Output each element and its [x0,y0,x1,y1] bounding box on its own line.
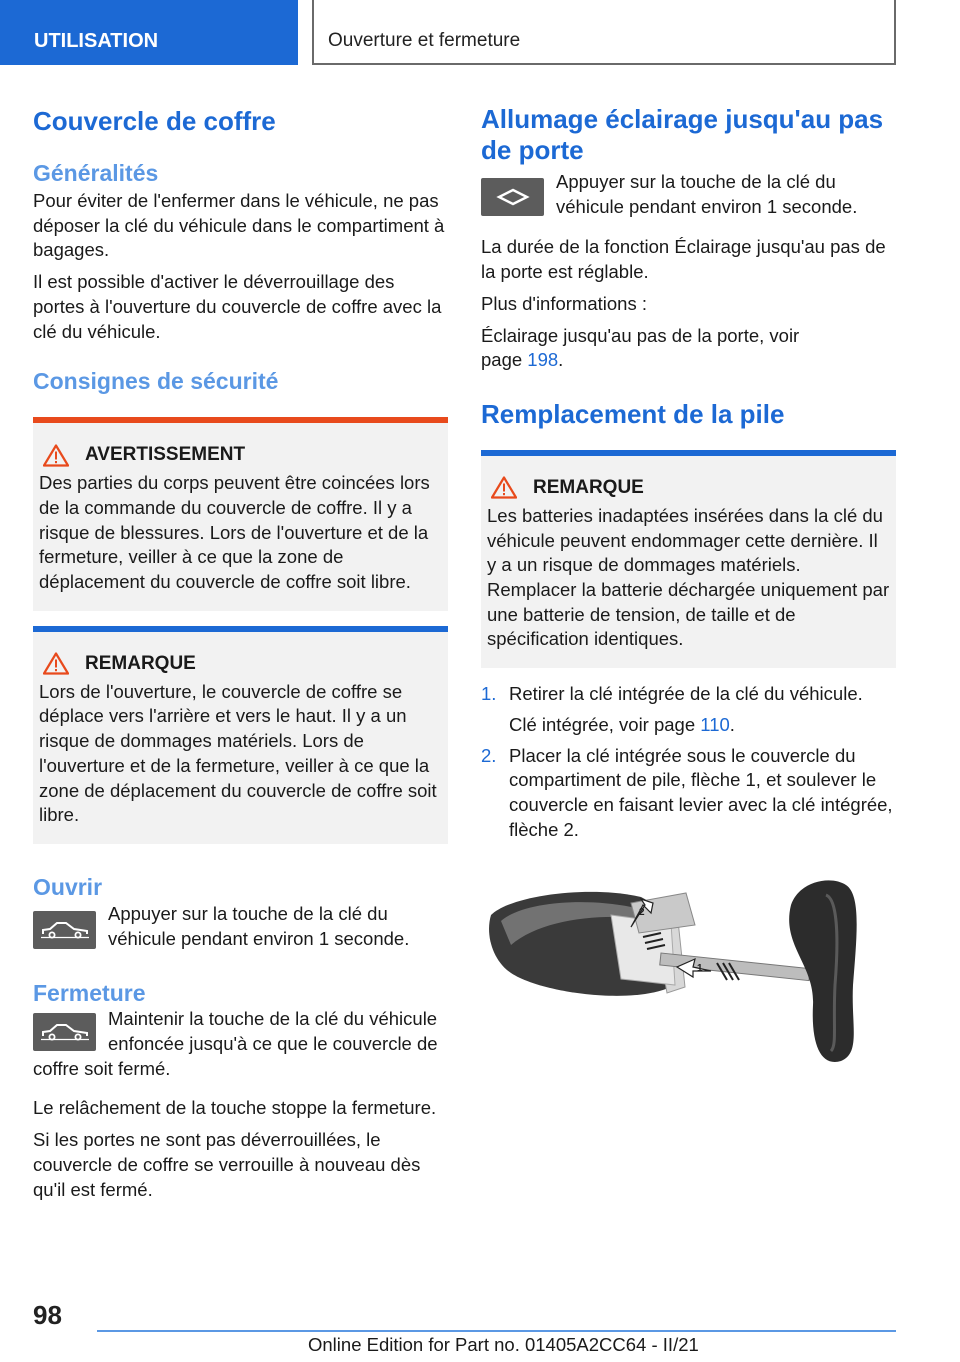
step-subtext: Clé intégrée, voir page 110. [509,713,735,735]
trunk-key-icon [33,911,96,949]
section-heading-allumage: Allumage éclairage jusqu'au pas de porte [481,104,884,165]
section-title: UTILISATION [34,30,159,52]
step-text: Retirer la clé intégrée de la clé du véhicule. [509,683,863,705]
chapter-header [312,0,896,65]
footer-divider [97,1330,896,1332]
paragraph: Plus d'informations : [481,292,647,314]
page-number: 98 [33,1300,62,1330]
paragraph: Le relâchement de la touche stoppe la fermeture. [33,1097,437,1119]
section-heading-couvercle: Couvercle de coffre [33,106,276,136]
notice-triangle-icon [43,652,69,675]
diamond-key-icon [481,178,544,216]
notice-triangle-icon [491,476,517,499]
warning-header [39,443,442,467]
step-item [481,682,896,737]
ouvrir-text: Appuyer sur la touche de la clé du véhicule pendant environ 1 seconde. [108,902,410,949]
warning-triangle-icon [43,444,69,467]
arrow1-label: 1 [697,963,703,974]
warning-title: AVERTISSEMENT [85,444,246,466]
arrow2-label: 2 [639,907,645,918]
warning-box [33,417,448,611]
notice-title: REMARQUE [533,476,644,498]
notice-text: Les batteries inadaptées insérées dans la clé du véhicule peuvent endommager cette dernière. Il y a un risque de dommages matériels. Remplacer la batterie déchargée uniquement par une batterie de tension, de taille et de spécification identiques. [487,504,890,650]
ouvrir-instruction [33,903,448,951]
subheading-fermeture: Fermeture [33,980,146,1007]
chapter-title: Ouverture et fermeture [328,30,521,51]
subheading-generalites: Généralités [33,160,159,186]
notice-text: Lors de l'ouverture, le couvercle de coffre se déplace vers l'arrière et vers le haut. Il y a un risque de dommages matériels. Lors de l'ouverture et de la fermeture, veiller à ce que la zone de déplacement du couvercle de coffre soit libre. [39,680,437,826]
allumage-instruction [481,172,896,219]
section-heading-pile: Remplacement de la pile [481,398,785,429]
notice-header [39,652,442,676]
fermeture-text: Maintenir la touche de la clé du véhicule enfoncée jusqu'à ce que le couvercle de coffre soit fermé. [33,1008,438,1079]
left-column [33,100,448,1202]
page-link-110[interactable]: 110 [700,713,730,735]
subheading-consignes: Consignes de sécurité [33,368,279,395]
allumage-text: Appuyer sur la touche de la clé du véhicule pendant environ 1 seconde. [556,171,858,217]
reference-text: Éclairage jusqu'au pas de la porte, voir page [481,324,800,371]
trunk-key-icon [33,1013,96,1051]
section-tab [0,0,298,65]
paragraph: Il est possible d'activer le déverrouillage des portes à l'ouverture du couvercle de coffre avec la clé du véhicule. [33,271,442,342]
step-number: 2. [481,744,497,766]
paragraph: Si les portes ne sont pas déverrouillées, le couvercle de coffre se verrouille à nouveau dès qu'il est fermé. [33,1129,421,1200]
paragraph: Pour éviter de l'enfermer dans le véhicule, ne pas déposer la clé du véhicule dans le compartiment à bagages. [33,190,445,261]
step-item [481,744,896,843]
page-link-198[interactable]: 198 [527,349,559,371]
notice-box [481,450,896,668]
reference: Éclairage jusqu'au pas de la porte, voir page 198. [481,324,800,371]
fermeture-instruction [33,1007,448,1081]
notice-header [487,476,890,500]
notice-box [33,626,448,844]
paragraph: La durée de la fonction Éclairage jusqu'au pas de la porte est réglable. [481,236,886,283]
warning-text: Des parties du corps peuvent être coincées lors de la commande du couvercle de coffre. Il y a risque de blessures. Lors de l'ouverture et de la fermeture, veiller à ce que la zone de déplacement du couvercle de coffre soit libre. [39,472,430,593]
step-number: 1. [481,683,497,705]
key-battery-illustration [481,875,896,1075]
subheading-ouvrir: Ouvrir [33,873,103,900]
edition-text: Online Edition for Part no. 01405A2CC64 - II/21 [308,1334,699,1355]
right-column [481,100,896,974]
step-text: Placer la clé intégrée sous le couvercle du compartiment de pile, flèche 1, et soulever le couvercle en faisant levier avec la clé intégrée, flèche 2. [509,744,893,840]
notice-title: REMARQUE [85,652,196,674]
